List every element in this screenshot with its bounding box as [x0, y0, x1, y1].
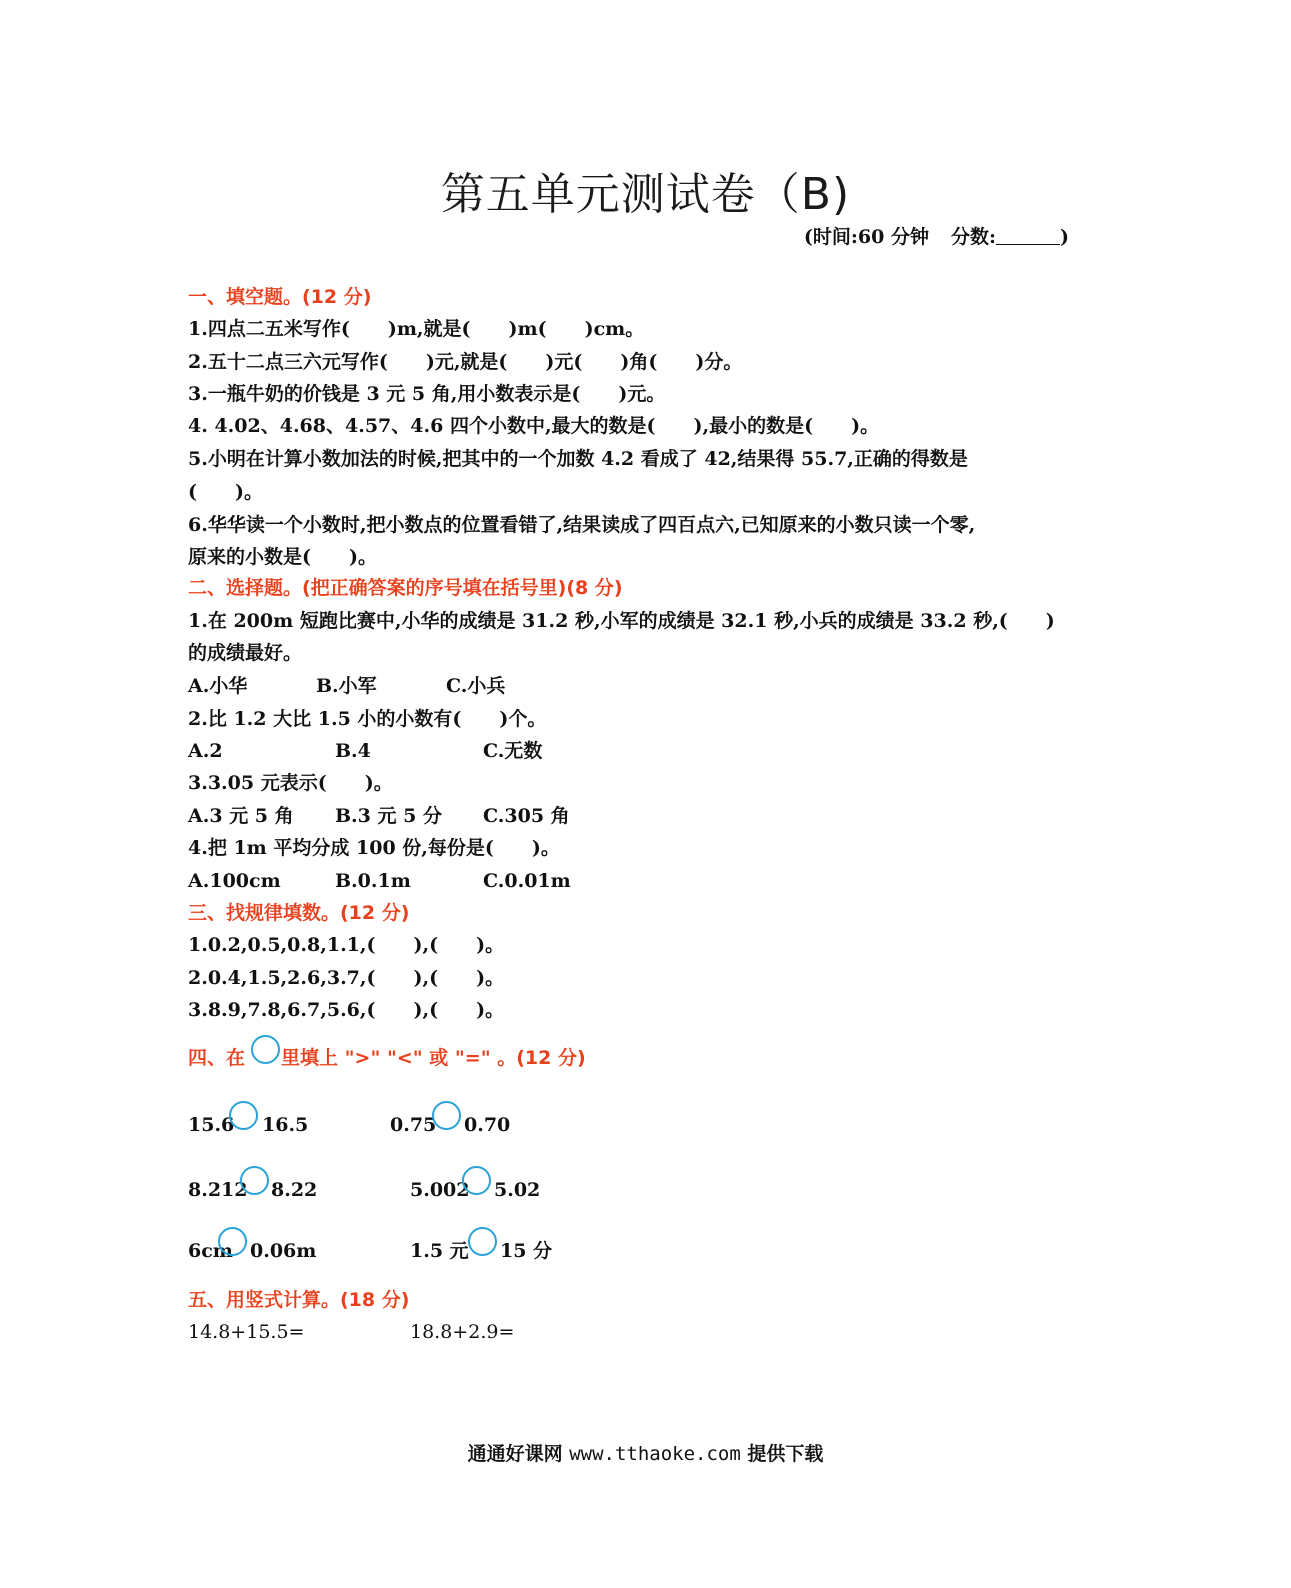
s2-question-1-option-a: A.小华: [188, 675, 248, 697]
s2-question-2: 2.比 1.2 大比 1.5 小的小数有( )个。: [188, 708, 547, 730]
section-3-heading: 三、找规律填数。(12 分): [188, 902, 410, 924]
compare-3-circle[interactable]: [240, 1166, 269, 1195]
s3-question-2: 2.0.4,1.5,2.6,3.7,( ),( )。: [188, 967, 505, 989]
s2-question-4-option-c: C.0.01m: [483, 870, 571, 892]
section-2-heading: 二、选择题。(把正确答案的序号填在括号里)(8 分): [188, 577, 623, 599]
time-label: (时间:60 分钟: [803, 226, 929, 248]
s1-question-4: 4. 4.02、4.68、4.57、4.6 四个小数中,最大的数是( ),最小的数是( )。: [188, 415, 880, 437]
s1-question-6-line-1: 6.华华读一个小数时,把小数点的位置看错了,结果读成了四百点六,已知原来的小数只读一个零,: [188, 514, 976, 536]
s2-question-1-line-1: 1.在 200m 短跑比赛中,小华的成绩是 31.2 秒,小军的成绩是 32.1 秒,小兵的成绩是 33.2 秒,( ): [188, 610, 1055, 632]
compare-2-left: 0.75: [390, 1114, 437, 1136]
compare-3-left: 8.212: [188, 1179, 248, 1201]
page-title: 第五单元测试卷（B): [440, 169, 851, 220]
s1-question-6-line-2: 原来的小数是( )。: [188, 546, 377, 568]
footer-site-name: 通通好课网: [467, 1443, 563, 1465]
section-4-heading-start: 四、在: [188, 1047, 246, 1069]
compare-5-circle[interactable]: [218, 1227, 247, 1256]
s2-question-1-option-b: B.小军: [316, 675, 377, 697]
s1-question-3: 3.一瓶牛奶的价钱是 3 元 5 角,用小数表示是( )元。: [188, 383, 666, 405]
s1-question-5-line-1: 5.小明在计算小数加法的时候,把其中的一个加数 4.2 看成了 42,结果得 55.7,正确的得数是: [188, 448, 968, 470]
s2-question-1-line-2: 的成绩最好。: [188, 642, 303, 664]
compare-1-right: 16.5: [262, 1114, 309, 1136]
circle-icon: [251, 1035, 280, 1064]
section-4-heading: [188, 1045, 586, 1071]
compare-1-left: 15.6: [188, 1114, 235, 1136]
section-4-heading-end: 里填上 ">" "<" 或 "=" 。(12 分): [281, 1047, 586, 1069]
compare-2-right: 0.70: [464, 1114, 511, 1136]
s3-question-3: 3.8.9,7.8,6.7,5.6,( ),( )。: [188, 999, 505, 1021]
compare-2-circle[interactable]: [432, 1101, 461, 1130]
s2-question-2-option-a: A.2: [188, 740, 223, 762]
s1-question-5-line-2: ( )。: [188, 481, 263, 503]
s2-question-3-option-b: B.3 元 5 分: [335, 805, 442, 827]
s1-question-1: 1.四点二五米写作( )m,就是( )m( )cm。: [188, 318, 645, 340]
s2-question-3-option-c: C.305 角: [483, 805, 570, 827]
footer-download-text: 提供下载: [747, 1443, 824, 1465]
s2-question-3-option-a: A.3 元 5 角: [188, 805, 294, 827]
s2-question-4-option-b: B.0.1m: [335, 870, 411, 892]
s5-expression-1: 14.8+15.5=: [188, 1321, 305, 1343]
compare-6-left: 1.5 元: [410, 1240, 469, 1262]
exam-meta: [804, 222, 1069, 249]
compare-6-right: 15 分: [500, 1240, 553, 1262]
footer-url[interactable]: www.tthaoke.com: [569, 1443, 741, 1465]
compare-1-circle[interactable]: [229, 1101, 258, 1130]
compare-6-circle[interactable]: [468, 1227, 497, 1256]
compare-5-right: 0.06m: [250, 1240, 317, 1262]
s2-question-3: 3.3.05 元表示( )。: [188, 772, 393, 794]
section-5-heading: 五、用竖式计算。(18 分): [188, 1289, 410, 1311]
score-blank: [996, 228, 1060, 245]
page-footer: [0, 1439, 1291, 1466]
s1-question-2: 2.五十二点三六元写作( )元,就是( )元( )角( )分。: [188, 351, 743, 373]
s2-question-1-option-c: C.小兵: [446, 675, 506, 697]
s2-question-4: 4.把 1m 平均分成 100 份,每份是( )。: [188, 837, 560, 859]
meta-close: ): [1060, 226, 1069, 248]
compare-4-left: 5.002: [410, 1179, 470, 1201]
compare-5-left: 6cm: [188, 1240, 233, 1262]
section-1-heading: 一、填空题。(12 分): [188, 286, 372, 308]
s5-expression-2: 18.8+2.9=: [410, 1321, 515, 1343]
compare-4-circle[interactable]: [462, 1166, 491, 1195]
s2-question-2-option-b: B.4: [335, 740, 371, 762]
score-label: 分数:: [950, 226, 996, 248]
s2-question-4-option-a: A.100cm: [188, 870, 281, 892]
s2-question-2-option-c: C.无数: [483, 740, 543, 762]
compare-3-right: 8.22: [271, 1179, 318, 1201]
compare-4-right: 5.02: [494, 1179, 541, 1201]
s3-question-1: 1.0.2,0.5,0.8,1.1,( ),( )。: [188, 934, 505, 956]
